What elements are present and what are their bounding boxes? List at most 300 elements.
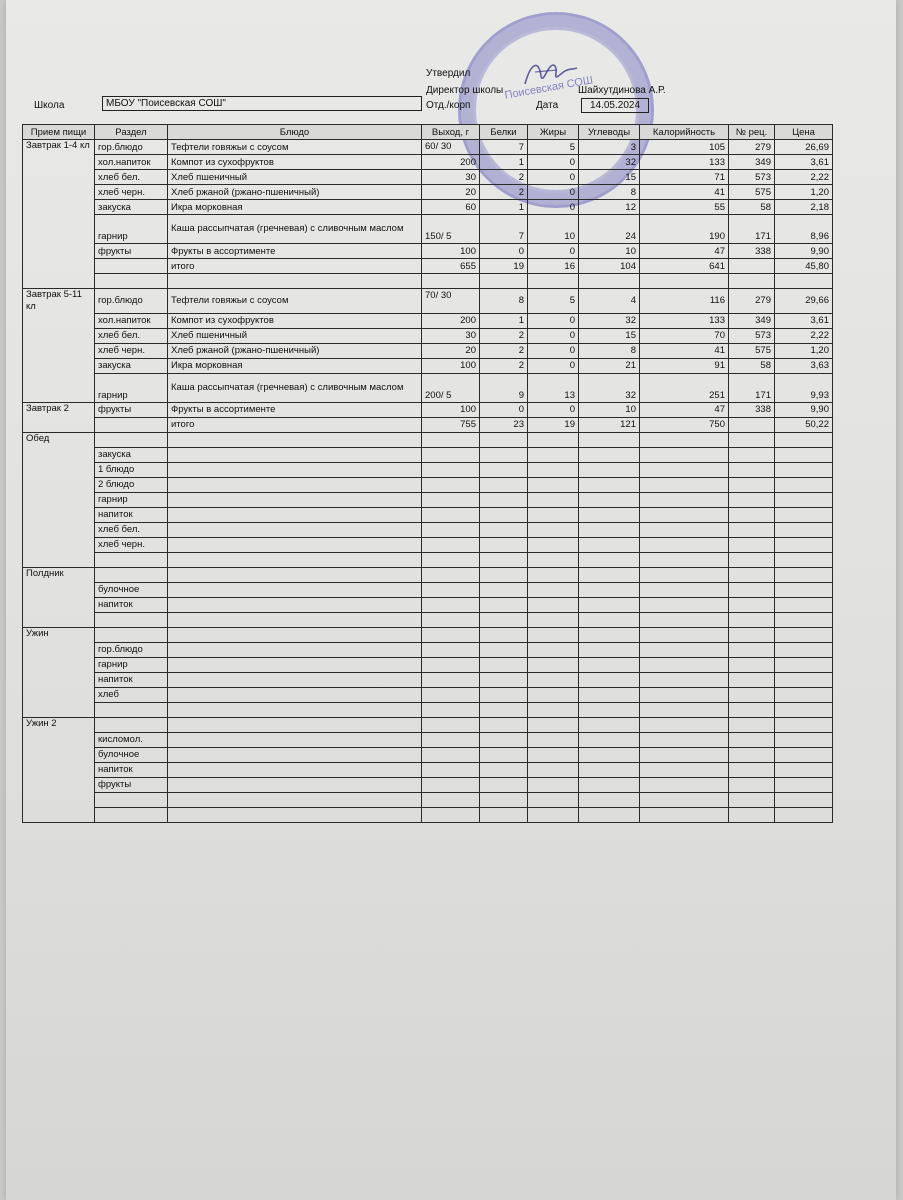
- protein-cell: [480, 447, 528, 462]
- table-row: [23, 343, 833, 358]
- protein-cell: [480, 702, 528, 717]
- kcal-cell: [640, 537, 729, 552]
- dish-cell: [168, 582, 422, 597]
- col-fat: Жиры: [528, 125, 579, 140]
- weight-cell: 200: [422, 155, 480, 170]
- section-cell: хлеб: [95, 687, 168, 702]
- kcal-cell: [640, 612, 729, 627]
- section-cell: гор.блюдо: [95, 140, 168, 155]
- table-row: [23, 807, 833, 822]
- table-row: [23, 244, 833, 259]
- dish-cell: Фрукты в ассортименте: [168, 244, 422, 259]
- col-kcal: Калорийность: [640, 125, 729, 140]
- section-cell: напиток: [95, 672, 168, 687]
- kcal-cell: 190: [640, 215, 729, 244]
- fat-cell: 16: [528, 259, 579, 274]
- dish-cell: [168, 777, 422, 792]
- protein-cell: 1: [480, 200, 528, 215]
- carbs-cell: 32: [579, 373, 640, 402]
- weight-cell: [422, 627, 480, 642]
- weight-cell: 20: [422, 343, 480, 358]
- section-cell: фрукты: [95, 402, 168, 417]
- recipe-cell: [729, 597, 775, 612]
- director-name: Шайхутдинова А.Р.: [578, 85, 666, 96]
- kcal-cell: [640, 522, 729, 537]
- section-cell: [95, 274, 168, 289]
- price-cell: 3,61: [775, 155, 833, 170]
- carbs-cell: [579, 432, 640, 447]
- fat-cell: [528, 702, 579, 717]
- fat-cell: [528, 612, 579, 627]
- protein-cell: [480, 717, 528, 732]
- carbs-cell: 32: [579, 313, 640, 328]
- recipe-cell: 349: [729, 313, 775, 328]
- kcal-cell: 47: [640, 244, 729, 259]
- meal-cell: [23, 313, 95, 328]
- carbs-cell: 12: [579, 200, 640, 215]
- dish-cell: [168, 612, 422, 627]
- recipe-cell: [729, 417, 775, 432]
- price-cell: [775, 552, 833, 567]
- carbs-cell: [579, 597, 640, 612]
- table-row: [23, 477, 833, 492]
- recipe-cell: 279: [729, 289, 775, 314]
- weight-cell: [422, 657, 480, 672]
- weight-cell: [422, 672, 480, 687]
- section-cell: гарнир: [95, 657, 168, 672]
- weight-cell: 200/ 5: [422, 373, 480, 402]
- section-cell: кисломол.: [95, 732, 168, 747]
- stamp-label: Поисевская СОШ: [503, 74, 594, 102]
- kcal-cell: 251: [640, 373, 729, 402]
- recipe-cell: [729, 717, 775, 732]
- meal-cell: [23, 170, 95, 185]
- kcal-cell: 105: [640, 140, 729, 155]
- weight-cell: [422, 537, 480, 552]
- protein-cell: [480, 807, 528, 822]
- weight-cell: 100: [422, 358, 480, 373]
- price-cell: [775, 657, 833, 672]
- director-label: Директор школы: [426, 85, 504, 96]
- price-cell: [775, 432, 833, 447]
- recipe-cell: 58: [729, 200, 775, 215]
- fat-cell: 0: [528, 343, 579, 358]
- weight-cell: 70/ 30: [422, 289, 480, 314]
- price-cell: [775, 582, 833, 597]
- meal-label: Ужин 2: [23, 717, 95, 732]
- table-row: [23, 552, 833, 567]
- kcal-cell: [640, 447, 729, 462]
- table-row: [23, 627, 833, 642]
- dish-cell: [168, 462, 422, 477]
- section-cell: булочное: [95, 582, 168, 597]
- table-row: [23, 732, 833, 747]
- meal-cell: [23, 328, 95, 343]
- table-row: [23, 657, 833, 672]
- meal-cell: [23, 274, 95, 289]
- carbs-cell: 104: [579, 259, 640, 274]
- protein-cell: 19: [480, 259, 528, 274]
- meal-cell: [23, 522, 95, 537]
- fat-cell: [528, 507, 579, 522]
- total-row: [23, 259, 833, 274]
- meal-label: Полдник: [23, 567, 95, 582]
- weight-cell: [422, 492, 480, 507]
- carbs-cell: 8: [579, 185, 640, 200]
- price-cell: 45,80: [775, 259, 833, 274]
- fat-cell: [528, 274, 579, 289]
- kcal-cell: [640, 492, 729, 507]
- kcal-cell: 91: [640, 358, 729, 373]
- dish-cell: Компот из сухофруктов: [168, 313, 422, 328]
- weight-cell: [422, 807, 480, 822]
- protein-cell: [480, 612, 528, 627]
- section-cell: хлеб черн.: [95, 537, 168, 552]
- protein-cell: 1: [480, 155, 528, 170]
- protein-cell: 0: [480, 244, 528, 259]
- protein-cell: 2: [480, 170, 528, 185]
- table-row: [23, 328, 833, 343]
- meal-cell: [23, 373, 95, 402]
- meal-cell: [23, 687, 95, 702]
- protein-cell: [480, 672, 528, 687]
- price-cell: [775, 642, 833, 657]
- recipe-cell: [729, 567, 775, 582]
- meal-cell: [23, 477, 95, 492]
- meal-cell: [23, 642, 95, 657]
- weight-cell: [422, 597, 480, 612]
- table-row: [23, 373, 833, 402]
- price-cell: [775, 447, 833, 462]
- recipe-cell: [729, 447, 775, 462]
- section-cell: [95, 432, 168, 447]
- section-cell: [95, 627, 168, 642]
- dish-cell: [168, 552, 422, 567]
- recipe-cell: [729, 627, 775, 642]
- meal-cell: [23, 552, 95, 567]
- weight-cell: [422, 747, 480, 762]
- meal-cell: [23, 155, 95, 170]
- kcal-cell: [640, 627, 729, 642]
- protein-cell: [480, 597, 528, 612]
- dish-cell: [168, 447, 422, 462]
- dish-cell: Тефтели говяжьи с соусом: [168, 289, 422, 314]
- protein-cell: [480, 477, 528, 492]
- carbs-cell: [579, 522, 640, 537]
- recipe-cell: 171: [729, 373, 775, 402]
- dish-cell: [168, 507, 422, 522]
- table-row: [23, 492, 833, 507]
- section-cell: гарнир: [95, 373, 168, 402]
- table-row: [23, 140, 833, 155]
- meal-cell: [23, 259, 95, 274]
- carbs-cell: [579, 477, 640, 492]
- carbs-cell: [579, 567, 640, 582]
- carbs-cell: 21: [579, 358, 640, 373]
- kcal-cell: [640, 717, 729, 732]
- kcal-cell: [640, 657, 729, 672]
- fat-cell: [528, 552, 579, 567]
- carbs-cell: [579, 537, 640, 552]
- fat-cell: [528, 762, 579, 777]
- carbs-cell: 121: [579, 417, 640, 432]
- section-cell: [95, 612, 168, 627]
- dish-cell: [168, 522, 422, 537]
- dish-cell: Фрукты в ассортименте: [168, 402, 422, 417]
- fat-cell: [528, 522, 579, 537]
- protein-cell: [480, 777, 528, 792]
- protein-cell: 9: [480, 373, 528, 402]
- fat-cell: [528, 492, 579, 507]
- recipe-cell: [729, 582, 775, 597]
- dish-cell: итого: [168, 417, 422, 432]
- section-cell: [95, 702, 168, 717]
- carbs-cell: [579, 552, 640, 567]
- price-cell: [775, 687, 833, 702]
- carbs-cell: [579, 762, 640, 777]
- dish-cell: [168, 432, 422, 447]
- section-cell: булочное: [95, 747, 168, 762]
- recipe-cell: [729, 259, 775, 274]
- fat-cell: [528, 642, 579, 657]
- fat-cell: 0: [528, 244, 579, 259]
- kcal-cell: [640, 792, 729, 807]
- fat-cell: 0: [528, 185, 579, 200]
- dish-cell: [168, 274, 422, 289]
- kcal-cell: [640, 732, 729, 747]
- carbs-cell: [579, 582, 640, 597]
- kcal-cell: [640, 777, 729, 792]
- carbs-cell: [579, 447, 640, 462]
- carbs-cell: [579, 732, 640, 747]
- protein-cell: [480, 567, 528, 582]
- price-cell: [775, 717, 833, 732]
- protein-cell: 2: [480, 358, 528, 373]
- fat-cell: 0: [528, 200, 579, 215]
- kcal-cell: 70: [640, 328, 729, 343]
- section-cell: [95, 259, 168, 274]
- carbs-cell: [579, 492, 640, 507]
- menu-table: [22, 124, 833, 823]
- weight-cell: [422, 612, 480, 627]
- kcal-cell: 641: [640, 259, 729, 274]
- protein-cell: 7: [480, 140, 528, 155]
- recipe-cell: [729, 432, 775, 447]
- protein-cell: [480, 732, 528, 747]
- table-row: [23, 462, 833, 477]
- meal-cell: [23, 672, 95, 687]
- table-row: [23, 702, 833, 717]
- fat-cell: [528, 477, 579, 492]
- meal-cell: [23, 762, 95, 777]
- weight-cell: [422, 732, 480, 747]
- kcal-cell: [640, 462, 729, 477]
- meal-cell: [23, 507, 95, 522]
- table-row: [23, 313, 833, 328]
- kcal-cell: [640, 807, 729, 822]
- table-row: [23, 792, 833, 807]
- fat-cell: 0: [528, 402, 579, 417]
- table-row: [23, 642, 833, 657]
- fat-cell: [528, 792, 579, 807]
- protein-cell: [480, 657, 528, 672]
- kcal-cell: [640, 552, 729, 567]
- protein-cell: [480, 582, 528, 597]
- kcal-cell: 55: [640, 200, 729, 215]
- fat-cell: 19: [528, 417, 579, 432]
- section-cell: [95, 417, 168, 432]
- fat-cell: [528, 597, 579, 612]
- table-row: [23, 537, 833, 552]
- section-cell: хлеб бел.: [95, 522, 168, 537]
- price-cell: 29,66: [775, 289, 833, 314]
- section-cell: напиток: [95, 762, 168, 777]
- price-cell: 8,96: [775, 215, 833, 244]
- recipe-cell: [729, 687, 775, 702]
- meal-cell: [23, 492, 95, 507]
- fat-cell: 10: [528, 215, 579, 244]
- weight-cell: [422, 762, 480, 777]
- dish-cell: Икра морковная: [168, 358, 422, 373]
- dish-cell: [168, 567, 422, 582]
- carbs-cell: 10: [579, 402, 640, 417]
- dish-cell: [168, 702, 422, 717]
- table-row: [23, 717, 833, 732]
- dish-cell: [168, 687, 422, 702]
- kcal-cell: 41: [640, 185, 729, 200]
- weight-cell: 100: [422, 244, 480, 259]
- carbs-cell: 10: [579, 244, 640, 259]
- section-cell: гарнир: [95, 492, 168, 507]
- meal-cell: [23, 747, 95, 762]
- recipe-cell: 338: [729, 244, 775, 259]
- dish-cell: Хлеб пшеничный: [168, 328, 422, 343]
- fat-cell: 0: [528, 358, 579, 373]
- meal-cell: [23, 200, 95, 215]
- price-cell: [775, 792, 833, 807]
- recipe-cell: [729, 462, 775, 477]
- price-cell: [775, 522, 833, 537]
- dish-cell: Компот из сухофруктов: [168, 155, 422, 170]
- section-cell: фрукты: [95, 244, 168, 259]
- carbs-cell: [579, 612, 640, 627]
- table-row: [23, 612, 833, 627]
- carbs-cell: 4: [579, 289, 640, 314]
- recipe-cell: [729, 792, 775, 807]
- fat-cell: [528, 687, 579, 702]
- section-cell: фрукты: [95, 777, 168, 792]
- total-row: [23, 417, 833, 432]
- dish-cell: Каша рассыпчатая (гречневая) с сливочным маслом: [168, 373, 422, 402]
- recipe-cell: [729, 777, 775, 792]
- fat-cell: [528, 627, 579, 642]
- protein-cell: [480, 432, 528, 447]
- dish-cell: [168, 627, 422, 642]
- price-cell: [775, 612, 833, 627]
- carbs-cell: [579, 792, 640, 807]
- kcal-cell: 47: [640, 402, 729, 417]
- section-cell: закуска: [95, 358, 168, 373]
- weight-cell: 150/ 5: [422, 215, 480, 244]
- price-cell: [775, 537, 833, 552]
- carbs-cell: [579, 672, 640, 687]
- kcal-cell: [640, 507, 729, 522]
- protein-cell: 2: [480, 328, 528, 343]
- price-cell: [775, 627, 833, 642]
- price-cell: 1,20: [775, 185, 833, 200]
- protein-cell: 23: [480, 417, 528, 432]
- carbs-cell: 15: [579, 328, 640, 343]
- kcal-cell: 116: [640, 289, 729, 314]
- section-cell: [95, 792, 168, 807]
- table-row: [23, 155, 833, 170]
- protein-cell: [480, 762, 528, 777]
- weight-cell: [422, 447, 480, 462]
- table-row: [23, 358, 833, 373]
- weight-cell: 755: [422, 417, 480, 432]
- meal-label: Завтрак 2: [23, 402, 95, 417]
- protein-cell: [480, 274, 528, 289]
- carbs-cell: 8: [579, 343, 640, 358]
- weight-cell: [422, 642, 480, 657]
- meal-cell: [23, 244, 95, 259]
- price-cell: 26,69: [775, 140, 833, 155]
- weight-cell: 100: [422, 402, 480, 417]
- dish-cell: [168, 597, 422, 612]
- dish-cell: [168, 477, 422, 492]
- weight-cell: [422, 567, 480, 582]
- meal-cell: [23, 702, 95, 717]
- table-row: [23, 274, 833, 289]
- weight-cell: 30: [422, 170, 480, 185]
- carbs-cell: [579, 274, 640, 289]
- recipe-cell: 573: [729, 328, 775, 343]
- meal-label: Завтрак 1-4 кл: [23, 140, 95, 155]
- weight-cell: 60/ 30: [422, 140, 480, 155]
- kcal-cell: [640, 477, 729, 492]
- price-cell: [775, 702, 833, 717]
- meal-cell: [23, 215, 95, 244]
- protein-cell: [480, 462, 528, 477]
- table-row: [23, 215, 833, 244]
- fat-cell: [528, 807, 579, 822]
- section-cell: 2 блюдо: [95, 477, 168, 492]
- section-cell: гор.блюдо: [95, 289, 168, 314]
- dish-cell: Каша рассыпчатая (гречневая) с сливочным маслом: [168, 215, 422, 244]
- kcal-cell: [640, 747, 729, 762]
- recipe-cell: [729, 642, 775, 657]
- protein-cell: 8: [480, 289, 528, 314]
- carbs-cell: 3: [579, 140, 640, 155]
- price-cell: [775, 492, 833, 507]
- protein-cell: 7: [480, 215, 528, 244]
- table-row: [23, 507, 833, 522]
- protein-cell: [480, 687, 528, 702]
- table-row: [23, 687, 833, 702]
- carbs-cell: [579, 507, 640, 522]
- kcal-cell: [640, 702, 729, 717]
- table-row: [23, 447, 833, 462]
- protein-cell: [480, 522, 528, 537]
- fat-cell: 0: [528, 313, 579, 328]
- protein-cell: [480, 537, 528, 552]
- table-row: [23, 567, 833, 582]
- recipe-cell: [729, 702, 775, 717]
- weight-cell: 30: [422, 328, 480, 343]
- fat-cell: [528, 717, 579, 732]
- kcal-cell: [640, 597, 729, 612]
- weight-cell: [422, 477, 480, 492]
